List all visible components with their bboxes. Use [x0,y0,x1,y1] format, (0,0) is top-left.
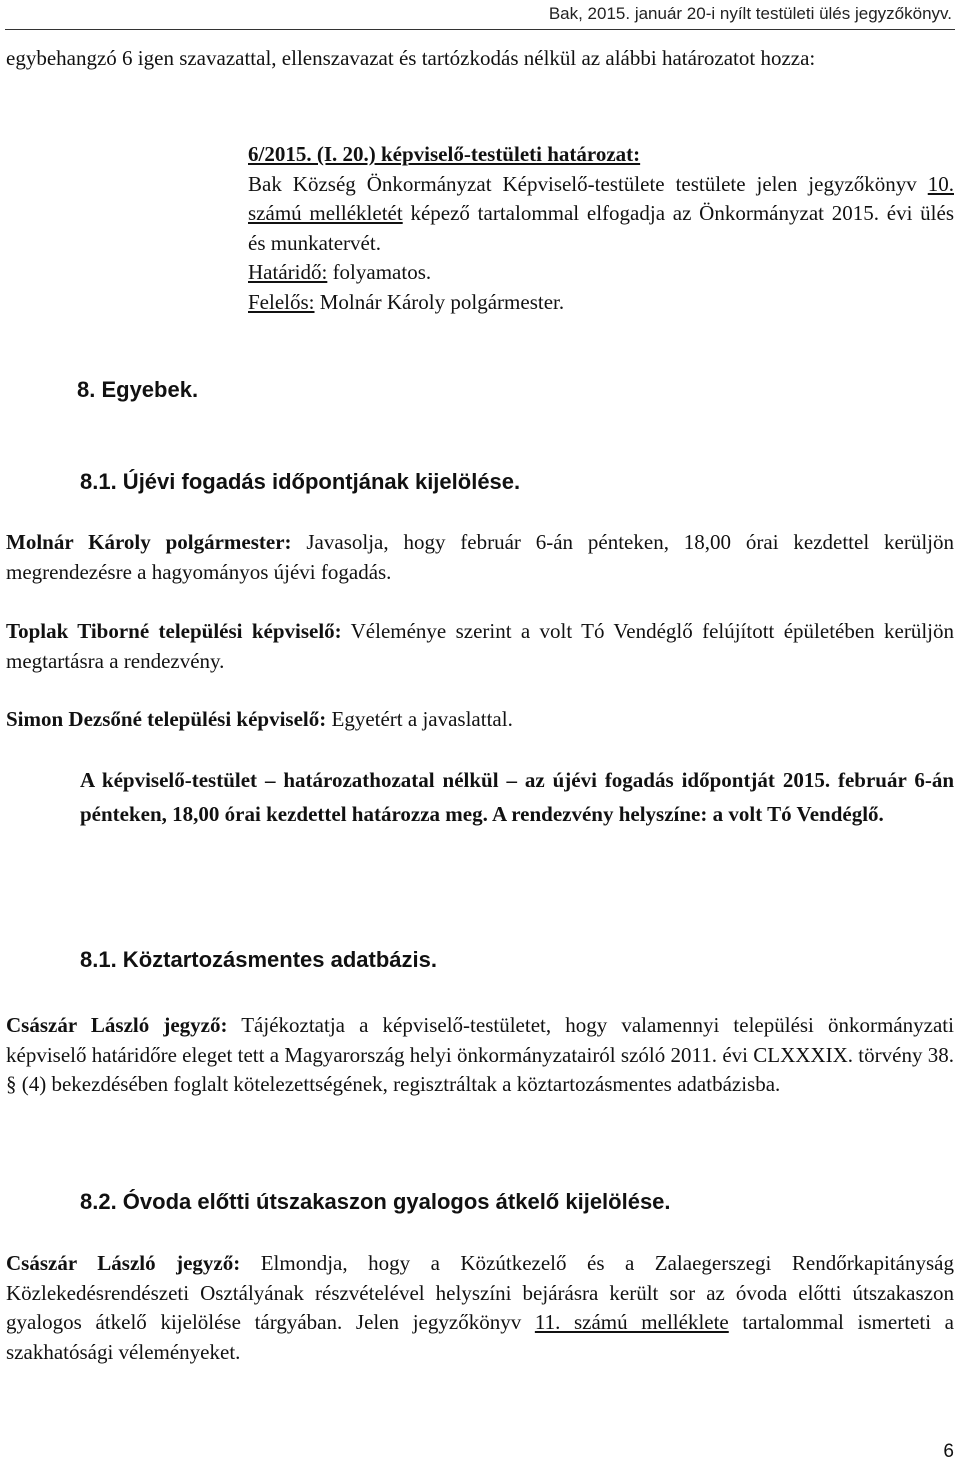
simon-statement [6,705,954,735]
toplak-statement [6,617,954,676]
header-divider [5,29,955,30]
clerk-statement-adatbazis [6,1011,954,1100]
speaker-name: Molnár Károly polgármester: [6,530,292,554]
page-header: Bak, 2015. január 20-i nyílt testületi ülés jegyzőkönyv. [548,4,952,23]
page-number: 6 [943,1441,954,1462]
speaker-name: Toplak Tiborné települési képviselő: [6,619,342,643]
statement-text: Javasolja, hogy február 6-án pénteken, 18,00 órai kezdettel kerüljön megrendezésre a hagyományos újévi fogadás. [6,530,954,584]
deadline-line [248,258,954,288]
clerk-statement-atkelo [6,1249,954,1367]
subsection-heading-koztartozasmentes: 8.1. Köztartozásmentes adatbázis. [80,947,438,972]
intro-paragraph: egybehangzó 6 igen szavazattal, ellenszavazat és tartózkodás nélkül az alábbi határozatot hozza: [6,46,816,70]
statement-text-end: tartalommal ismerteti a szakhatósági véleményeket. [6,1310,955,1364]
resolution-body-start: Bak Község Önkormányzat Képviselő-testülete testülete jelen jegyzőkönyv [248,171,928,196]
responsible-label: Felelős: [248,289,315,314]
subsection-heading-ujevi-fogadas: 8.1. Újévi fogadás időpontjának kijelölése. [80,469,521,494]
deadline-value: folyamatos. [327,260,432,284]
resolution-body-end: képező tartalommal elfogadja az Önkormányzat 2015. évi ülés és munkatervét. [248,201,954,255]
speaker-name: Császár László jegyző: [6,1251,241,1275]
statement-text-start: Elmondja, hogy a Közútkezelő és a Zalaegerszegi Rendőrkapitányság Közlekedésrendészeti Osztályának részvételével helyszíni bejárásra került sor az óvoda előtti útszakaszon gyalogos átkelő kijelölése tárgyában. Jelen jegyzőkönyv [6,1251,954,1334]
statement-text: Tájékoztatja a képviselő-testületet, hogy valamennyi települési önkormányzati képviselő határidőre eleget tett a Magyarország helyi önkormányzatairól szóló 2011. évi CLXXXIX. törvény 38. § (4) bekezdésében foglalt kötelezettségének, regisztráltak a köztartozásmentes adatbázisba. [6,1013,954,1096]
resolution-title: 6/2015. (I. 20.) képviselő-testületi határozat: [248,142,641,166]
attachment-reference: 10. számú mellékletét [248,171,954,225]
resolution-body [248,170,954,259]
statement-text: Egyetért a javaslattal. [326,707,513,731]
responsible-line [248,288,954,318]
subsection-heading-gyalogos-atkelo: 8.2. Óvoda előtti útszakaszon gyalogos átkelő kijelölése. [80,1189,671,1214]
resolution-block [248,140,954,317]
attachment-reference: 11. számú melléklete [534,1310,729,1334]
statement-text: Véleménye szerint a volt Tó Vendéglő felújított épületében kerüljön megtartásra a rendezvény. [6,619,954,673]
speaker-name: Császár László jegyző: [6,1013,228,1037]
speaker-name: Simon Dezsőné települési képviselő: [6,707,327,731]
decision-paragraph: A képviselő-testület – határozathozatal nélkül – az újévi fogadás időpontját 2015. február 6-án pénteken, 18,00 órai kezdettel határozza meg. A rendezvény helyszíne: a volt Tó Vendéglő. [80,768,954,826]
mayor-statement [6,528,954,587]
deadline-label: Határidő: [248,260,328,284]
responsible-value: Molnár Károly polgármester. [314,289,565,314]
section-heading-egyebek: 8. Egyebek. [77,377,199,402]
